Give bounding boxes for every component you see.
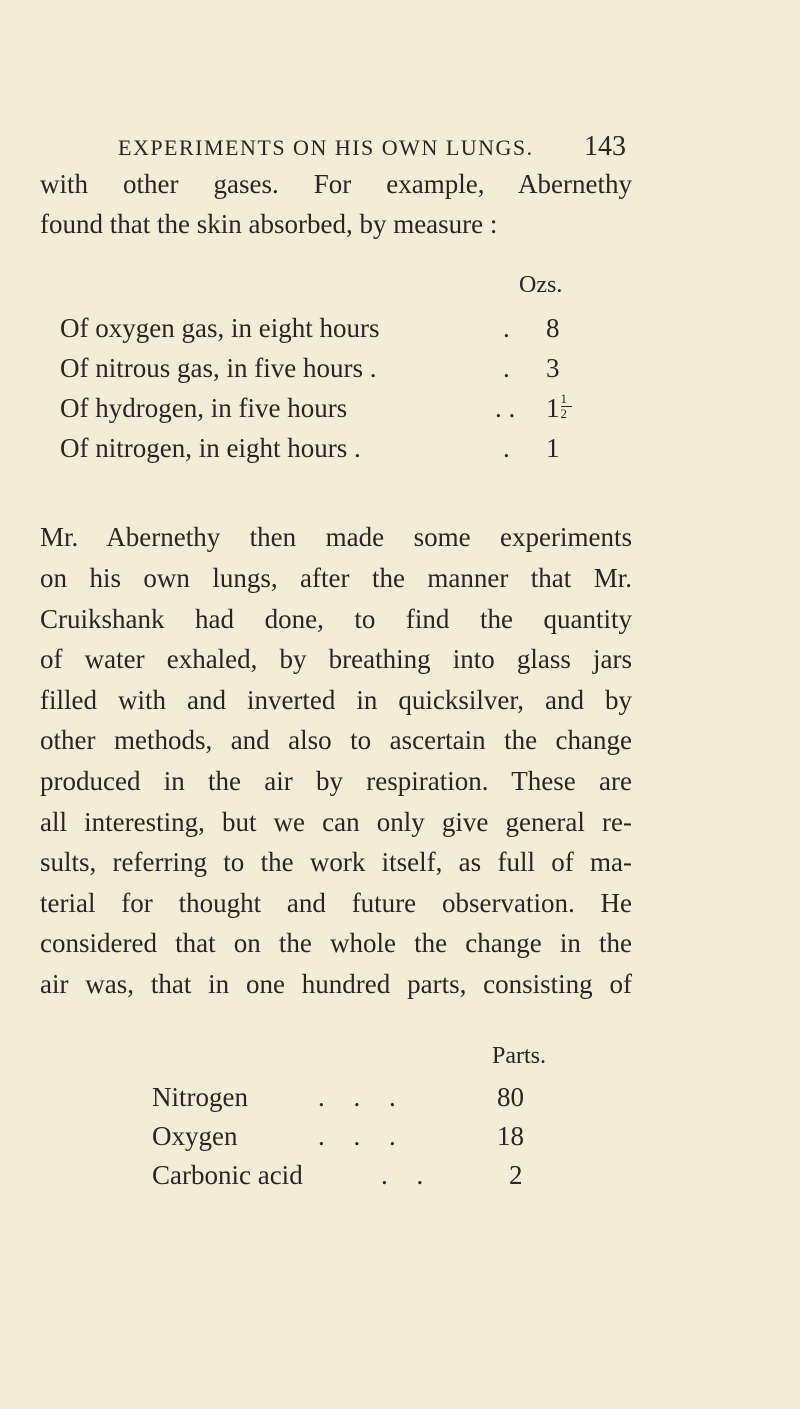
table2-row-value: 80 — [497, 1082, 524, 1112]
table2-row-label: Nitrogen — [152, 1082, 248, 1112]
text-line: on his own lungs, after the manner that Mr. — [40, 563, 632, 593]
text-line: with other gases. For example, Abernethy — [40, 169, 632, 199]
table1-row — [60, 353, 620, 387]
leader-dots: . . — [495, 393, 516, 423]
table1-row-label: Of oxygen gas, in eight hours — [60, 313, 380, 343]
table2-row-value: 18 — [497, 1121, 524, 1151]
one-half-fraction — [561, 393, 573, 419]
text-line: all interesting, but we can only give general re- — [40, 807, 632, 837]
table1-unit-header: Ozs. — [519, 272, 563, 298]
table1-row-label: Of nitrogen, in eight hours . — [60, 433, 361, 463]
table1-row-value: 8 — [546, 313, 560, 343]
text-line: found that the skin absorbed, by measure : — [40, 209, 498, 239]
table1-row — [60, 313, 620, 347]
running-head-title: EXPERIMENTS ON HIS OWN LUNGS. — [118, 135, 534, 160]
leader-dots: . . . — [318, 1121, 396, 1151]
table1-row-label: Of hydrogen, in five hours — [60, 393, 348, 423]
fraction-denominator: 2 — [560, 406, 567, 421]
leader-dots: . . — [381, 1160, 424, 1190]
leader-dots: . — [503, 353, 510, 383]
fraction-whole: 1 — [546, 393, 560, 423]
table2-row-value: 2 — [509, 1160, 523, 1190]
running-head — [118, 131, 626, 167]
text-line: sults, referring to the work itself, as full of ma- — [40, 847, 632, 877]
leader-dots: . — [503, 313, 510, 343]
table1-row — [60, 433, 620, 467]
table1-row — [60, 393, 620, 427]
text-line: produced in the air by respiration. These are — [40, 766, 632, 796]
fraction-numerator: 1 — [560, 391, 567, 406]
table2-row — [152, 1160, 572, 1194]
table2-row — [152, 1121, 572, 1155]
table2-row — [152, 1082, 572, 1116]
text-line: other methods, and also to ascertain the change — [40, 725, 632, 755]
text-line: considered that on the whole the change in the — [40, 928, 632, 958]
leader-dots: . — [503, 433, 510, 463]
text-line: terial for thought and future observation. He — [40, 888, 632, 918]
table2-row-label: Oxygen — [152, 1121, 238, 1151]
table1-row-label: Of nitrous gas, in five hours . — [60, 353, 377, 383]
text-line: air was, that in one hundred parts, consisting of — [40, 969, 632, 999]
text-line: Mr. Abernethy then made some experiments — [40, 522, 632, 552]
table1-row-value: 1 — [546, 433, 560, 463]
page-number: 143 — [584, 131, 626, 162]
text-line: filled with and inverted in quicksilver, and by — [40, 685, 632, 715]
text-line: Cruikshank had done, to find the quantity — [40, 604, 632, 634]
table2-row-label: Carbonic acid — [152, 1160, 303, 1190]
table1-row-value: 3 — [546, 353, 560, 383]
table1-row-value — [546, 393, 573, 424]
leader-dots: . . . — [318, 1082, 396, 1112]
text-line: of water exhaled, by breathing into glass jars — [40, 644, 632, 674]
table2-unit-header: Parts. — [492, 1043, 546, 1069]
